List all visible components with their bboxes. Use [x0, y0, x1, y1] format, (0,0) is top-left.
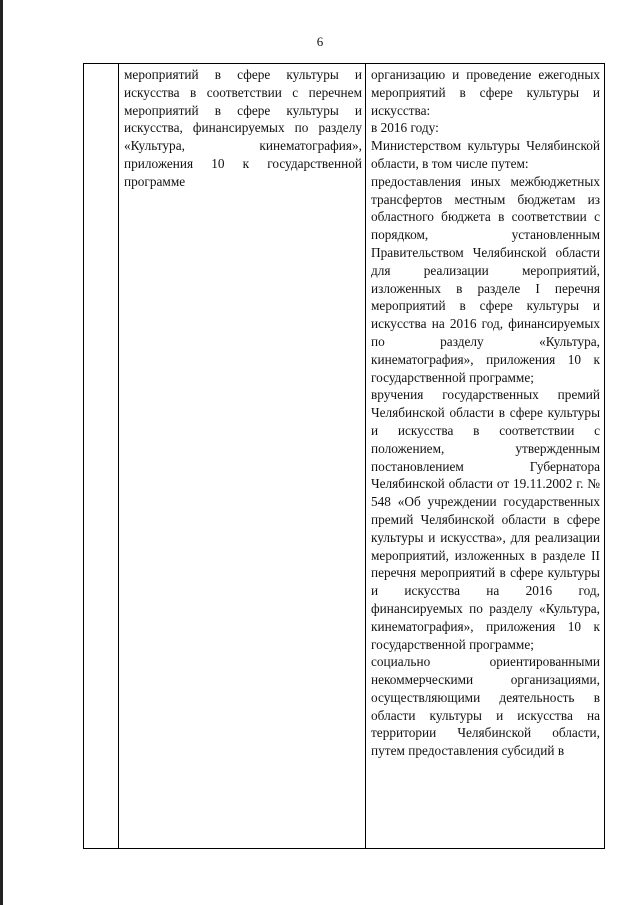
table-column-measures — [119, 64, 366, 848]
page-number: 6 — [316, 34, 324, 49]
table-column-executors — [366, 64, 604, 848]
executor-paragraph-ngo: социально ориентированными некоммерческими организациями, осуществляющими деятельность в области культуры и искусства на территории Челябинской области, путем предоставления субсидий в — [371, 654, 600, 759]
scan-edge — [0, 0, 3, 905]
executor-paragraph-transfers: предоставления иных межбюджетных трансфертов местным бюджетам из областного бюджета в соответствии с порядком, установленным Правительством Челябинской области для реализации мероприятий, изложенных в разделе I перечня мероприятий в сфере культуры и искусства на 2016 год, финансируемых по разделу «Культура, кинематография», приложения 10 к государственной программе; — [371, 173, 600, 385]
executor-paragraph-awards: вручения государственных премий Челябинской области в сфере культуры и искусства в соответствии с положением, утвержденным постановлением Губернатора Челябинской области от 19.11.2002 г. № 548 «Об учреждении государственных премий Челябинской области в сфере культуры и искусства», для реализации мероприятий, изложенных в разделе II перечня мероприятий в сфере культуры и искусства на 2016 год, финансируемых по разделу «Культура, кинематография», приложения 10 к государственной программе; — [371, 387, 600, 652]
executor-paragraph-year: в 2016 году: — [371, 120, 439, 136]
executor-paragraph-ministry: Министерством культуры Челябинской области, в том числе путем: — [371, 138, 600, 171]
measures-paragraph: мероприятий в сфере культуры и искусства в соответствии с перечнем мероприятий в сфере культуры и искусства, финансируемых по разделу «Культура, кинематография», приложения 10 к государственной программе — [124, 67, 362, 189]
document-table — [83, 63, 605, 849]
table-column-number — [84, 64, 119, 848]
executor-paragraph-intro: организацию и проведение ежегодных мероприятий в сфере культуры и искусства: — [371, 67, 600, 118]
